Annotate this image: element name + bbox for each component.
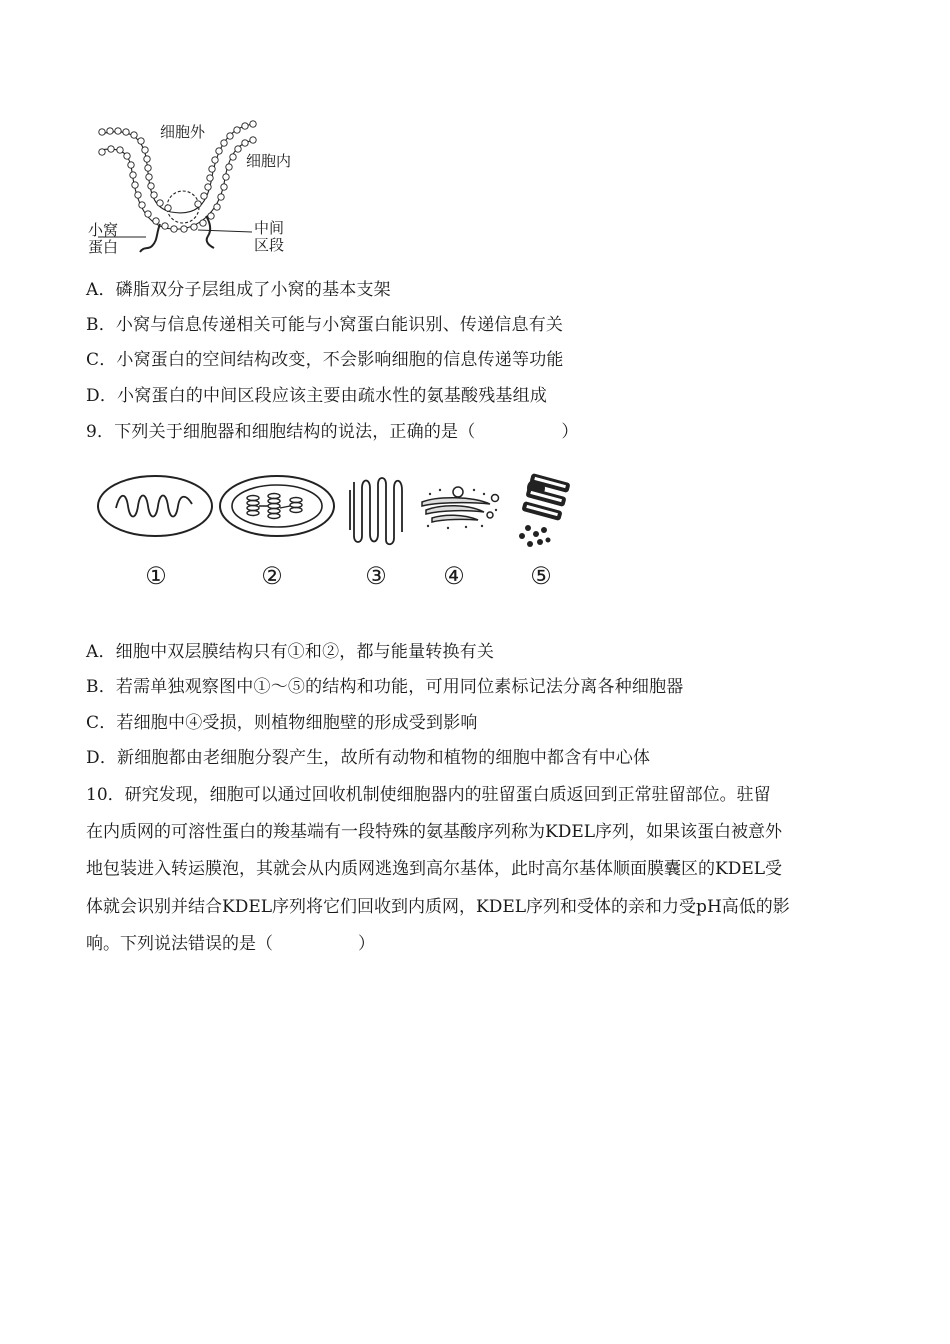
label-middle-2: 区段 bbox=[254, 236, 285, 254]
organelles-figure bbox=[92, 470, 592, 595]
label-caveolin-1: 小窝 bbox=[88, 221, 119, 239]
q8-option-c: C．小窝蛋白的空间结构改变，不会影响细胞的信息传递等功能 bbox=[86, 350, 564, 370]
organelle-label-1: ① bbox=[145, 562, 167, 590]
q8-option-a: A．磷脂双分子层组成了小窝的基本支架 bbox=[86, 280, 391, 300]
q9-option-d: D．新细胞都由老细胞分裂产生，故所有动物和植物的细胞中都含有中心体 bbox=[86, 748, 651, 768]
organelle-label-4: ④ bbox=[443, 562, 465, 590]
q9-option-c: C．若细胞中④受损，则植物细胞壁的形成受到影响 bbox=[86, 713, 478, 733]
organelle-label-2: ② bbox=[261, 562, 283, 590]
q10-line-2: 在内质网的可溶性蛋白的羧基端有一段特殊的氨基酸序列称为KDEL序列，如果该蛋白被意外 bbox=[86, 822, 783, 842]
q9-stem: 9．下列关于细胞器和细胞结构的说法，正确的是（ ） bbox=[86, 422, 579, 442]
label-middle-1: 中间 bbox=[254, 219, 285, 237]
q10-line-5: 响。下列说法错误的是（ ） bbox=[86, 934, 375, 954]
q10-line-4: 体就会识别并结合KDEL序列将它们回收到内质网，KDEL序列和受体的亲和力受pH高低的影 bbox=[86, 897, 790, 917]
q8-option-d: D．小窝蛋白的中间区段应该主要由疏水性的氨基酸残基组成 bbox=[86, 386, 548, 406]
q9-option-a: A．细胞中双层膜结构只有①和②，都与能量转换有关 bbox=[86, 642, 495, 662]
organelles-drawing bbox=[92, 470, 592, 560]
organelle-label-3: ③ bbox=[365, 562, 387, 590]
organelle-label-5: ⑤ bbox=[530, 562, 552, 590]
label-caveolin-2: 蛋白 bbox=[88, 238, 119, 256]
q10-line-3: 地包装进入转运膜泡，其就会从内质网逃逸到高尔基体，此时高尔基体顺面膜囊区的KDEL受 bbox=[86, 859, 783, 879]
q9-option-b: B．若需单独观察图中①～⑤的结构和功能，可用同位素标记法分离各种细胞器 bbox=[86, 677, 684, 697]
label-outside: 细胞外 bbox=[160, 123, 206, 141]
caveola-diagram bbox=[86, 112, 306, 257]
q10-line-1: 10．研究发现，细胞可以通过回收机制使细胞器内的驻留蛋白质返回到正常驻留部位。驻留 bbox=[86, 785, 771, 805]
q8-option-b: B．小窝与信息传递相关可能与小窝蛋白能识别、传递信息有关 bbox=[86, 315, 564, 335]
label-inside: 细胞内 bbox=[246, 152, 292, 170]
